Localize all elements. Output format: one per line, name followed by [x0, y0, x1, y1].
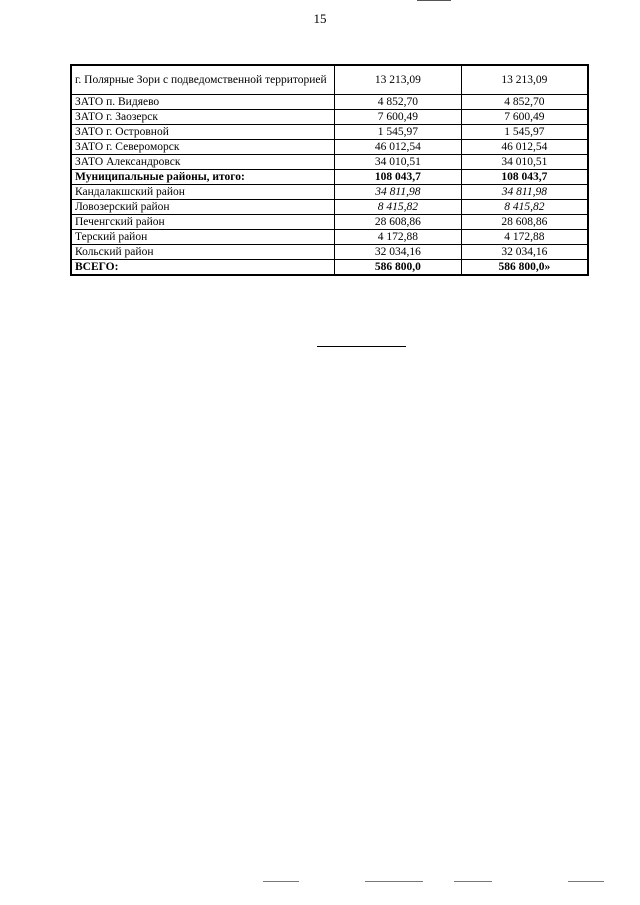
row-name: ВСЕГО:	[71, 260, 335, 276]
row-name: Кольский район	[71, 245, 335, 260]
footer-scan-mark	[365, 881, 423, 882]
row-value-1: 4 172,88	[335, 230, 462, 245]
row-value-1: 108 043,7	[335, 170, 462, 185]
row-value-2: 4 852,70	[461, 95, 588, 110]
table-row	[71, 200, 588, 215]
budget-table-body	[71, 65, 588, 275]
row-name: ЗАТО г. Островной	[71, 125, 335, 140]
row-value-2: 7 600,49	[461, 110, 588, 125]
row-value-1: 34 010,51	[335, 155, 462, 170]
row-value-2: 46 012,54	[461, 140, 588, 155]
row-name: ЗАТО п. Видяево	[71, 95, 335, 110]
table-row	[71, 230, 588, 245]
table-row	[71, 140, 588, 155]
table-row	[71, 215, 588, 230]
row-value-1: 7 600,49	[335, 110, 462, 125]
table-row	[71, 65, 588, 95]
row-value-2: 34 010,51	[461, 155, 588, 170]
row-name: г. Полярные Зори с подведомственной территорией	[71, 65, 335, 95]
table-row	[71, 245, 588, 260]
table-row	[71, 155, 588, 170]
subtotal-row	[71, 170, 588, 185]
row-name: ЗАТО Александровск	[71, 155, 335, 170]
row-name: ЗАТО г. Заозерск	[71, 110, 335, 125]
row-value-2: 108 043,7	[461, 170, 588, 185]
end-of-document-line	[317, 346, 406, 347]
footer-scan-mark	[454, 881, 492, 882]
row-value-2: 13 213,09	[461, 65, 588, 95]
page-number: 15	[313, 11, 327, 26]
row-value-1: 34 811,98	[335, 185, 462, 200]
row-value-2: 1 545,97	[461, 125, 588, 140]
total-row	[71, 260, 588, 276]
row-value-1: 4 852,70	[335, 95, 462, 110]
row-value-1: 46 012,54	[335, 140, 462, 155]
row-value-2: 28 608,86	[461, 215, 588, 230]
budget-table	[70, 64, 589, 276]
row-value-2: 8 415,82	[461, 200, 588, 215]
row-value-1: 8 415,82	[335, 200, 462, 215]
row-value-2: 586 800,0»	[461, 260, 588, 276]
row-value-2: 32 034,16	[461, 245, 588, 260]
row-value-1: 13 213,09	[335, 65, 462, 95]
row-name: Печенгский район	[71, 215, 335, 230]
table-row	[71, 125, 588, 140]
row-name: Кандалакшский район	[71, 185, 335, 200]
table-row	[71, 185, 588, 200]
table-row	[71, 110, 588, 125]
row-value-1: 1 545,97	[335, 125, 462, 140]
row-name: Терский район	[71, 230, 335, 245]
row-value-2: 34 811,98	[461, 185, 588, 200]
row-value-1: 32 034,16	[335, 245, 462, 260]
row-name: Ловозерский район	[71, 200, 335, 215]
row-name: ЗАТО г. Североморск	[71, 140, 335, 155]
row-value-1: 28 608,86	[335, 215, 462, 230]
row-name: Муниципальные районы, итого:	[71, 170, 335, 185]
row-value-2: 4 172,88	[461, 230, 588, 245]
row-value-1: 586 800,0	[335, 260, 462, 276]
table-row	[71, 95, 588, 110]
top-scan-mark	[417, 0, 451, 1]
footer-scan-mark	[568, 881, 604, 882]
footer-scan-mark	[263, 881, 299, 882]
